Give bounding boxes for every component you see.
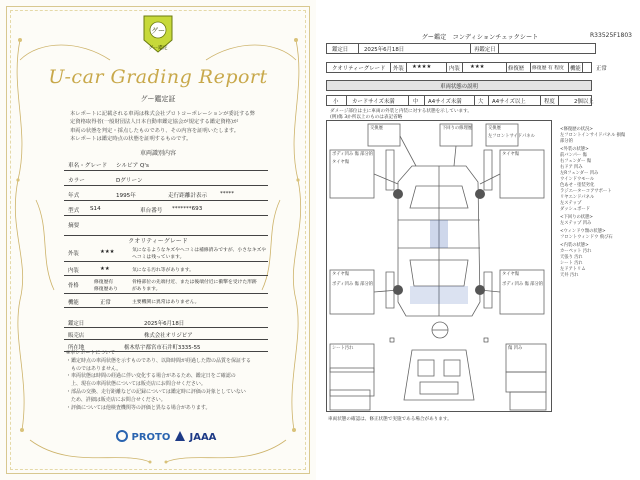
color-value: Dグリーン [116,178,143,184]
grade-row-frame [64,276,268,294]
color-label: カラー [68,178,85,184]
notes-label: 摘要 [68,223,80,229]
size-small: 小 [333,99,339,105]
legend-item: カーペット 汚れ [560,249,592,254]
grade-row-function [64,294,268,308]
diagram-label: 下回りの修理歴 [442,126,473,131]
legend-item: 部分的 [560,139,573,144]
grade-row-exterior [64,244,268,262]
grade-desc: ヘコミは残っています。 [132,255,185,260]
sheet-footer-note: 車両状態の確認は、修正状態で実施である場合があります。 [328,417,452,422]
grade-desc: 骨格部位の先端付近、または後端付近に衝撃を受けた形跡 [132,280,257,285]
type-row [64,201,268,216]
legend-item: ウインドウモール [560,177,594,182]
jaaa-mark-icon [174,430,186,442]
model-row [64,156,268,171]
address-label: 所在地 [68,345,85,351]
note-line: ※本レポートについて [66,350,116,356]
address-value: 栃木県宇都宮市石井町3335-55 [124,345,201,351]
jaaa-logo-text: JAAA [189,432,217,443]
goo-badge-logo [140,14,176,54]
diagram-label: タイヤ傷 [332,160,350,165]
grade-stars: 正常 [100,300,111,306]
grade-row-interior [64,262,268,276]
grade-label: 機能 [68,300,79,306]
intro-line: 本レポートに記載される車両は株式会社プロトコーポレーションが委託する弊 [70,111,255,117]
year-row [64,186,268,201]
vehicle-section-title: 車両識別内容 [139,150,176,157]
date-row [64,316,268,328]
grade-desc: があります。 [132,287,161,292]
legend-item: 左Rフェンダー 凹み [560,171,599,176]
size-large-desc: A4サイズ以上 [492,99,526,105]
note-line: ため、詳細は販売店にお問合せください。 [66,396,166,403]
vehicle-info-table [64,156,268,236]
note-line: 上、現在の車両状態については販売店にお問合せください。 [66,381,206,388]
grade-section-title: クオリティーグレード [128,238,188,245]
legend-item: 右フェンダー 傷 [560,159,592,164]
logos [116,426,226,446]
mileage-value: ***** [220,191,234,197]
grade-table [64,244,268,308]
legend-item: <ウィンドウ類の状態> [560,229,606,234]
diagram-label: 交換歴 [370,126,383,131]
legend-item: ダッシュボード [560,207,590,212]
note-line: ・鑑定時点の車両状態を示すものであり、以降時間が経過した際の品質を保証する [66,357,252,364]
repair-value: 修復歴 有 程度 [532,66,564,71]
grade-stars: ★★★ [100,249,115,255]
mileage-label: 走行距離計表示 [168,193,208,199]
diagram-label: 左フロントサイドパネル [488,134,535,139]
frame-number-value: *******693 [172,206,203,212]
reinspect-label: 再鑑定日 [474,47,496,53]
size-small-desc: カードサイズ未満 [352,99,395,105]
condition-check-sheet [320,0,640,480]
interior-value: ★★★ [470,64,485,70]
grade-stars: ★★ [100,266,110,272]
proto-mark-icon [116,430,128,442]
interior-label: 内装 [449,66,460,72]
size-medium: 中 [413,99,419,105]
proto-logo-text: PROTO [131,432,171,443]
grade-desc: 気になるようなキズやヘコミは補修済みですが、小さなキズや [132,248,267,253]
grade-label: 骨格 [68,283,79,289]
badge-text: グー鑑定 [148,46,168,51]
exterior-value: ★★★★ [412,64,432,70]
shop-label: 販売店 [68,333,85,339]
condition-title: 車両状態の説明 [440,84,478,90]
shop-row [64,328,268,340]
degree-label: 程度 [544,99,555,105]
jaaa-logo [174,430,216,443]
grade-desc: 気になる汚れ等があります。 [132,268,194,273]
svg-text:グー: グー [151,27,165,35]
notes-row [64,216,268,236]
grading-certificate [0,0,316,480]
legend-item: 左ステップ 凹み [560,221,592,226]
certificate-subtitle: グー鑑定証 [140,95,176,103]
note-line: ・評価については他検査機関等の評価と異なる場合があります。 [66,404,211,411]
diagram-label: タイヤ傷 [502,272,520,277]
legend-item: リヤエンドパネル [560,195,595,200]
repair-label: 修復歴 [508,66,525,72]
year-value: 1995年 [116,193,136,199]
note-line: ・車両状態は時間の経過に伴い変化する場合があるため、鑑定日をご確認の [66,373,236,380]
legend-item: 右ドア 凹み [560,165,583,170]
legend-item: 左ステップ [560,201,582,206]
legend-item: <内装の状態> [560,243,589,248]
grade-stars: 修復歴有 [94,280,114,285]
certificate-title: U-car Grading Report [48,66,268,88]
quality-label: クオリティーグレード [332,66,386,72]
type-label: 型式 [68,208,80,214]
legend-item: <修復歴の状況> [560,127,593,132]
proto-logo [116,430,170,443]
intro-line: 定資格取得者(一般財団法人日本自動車鑑定協会が規定する鑑定資格)が [70,119,239,126]
date-value: 2025年6月18日 [144,321,185,327]
function-label: 機能 [570,66,581,72]
year-label: 年式 [68,193,80,199]
sheet-date-value: 2025年6月18日 [364,47,405,53]
diagram-label: ボディ凹み 傷 部分的 [332,282,374,287]
grade-desc: 主要機関に異常はありません。 [132,300,200,305]
degree-value: 2個以上 [574,99,594,105]
diagram-label: 傷 凹み [508,346,523,351]
legend-item: シート 汚れ [560,261,583,266]
legend-item: 左フロントインサイドパネル 損傷 [560,133,626,138]
legend-item: <外装の状態> [560,147,589,152]
certificate-intro [70,110,270,144]
diagram-label: シート汚れ [332,346,354,351]
date-label: 鑑定日 [68,321,85,327]
diagram-label: ボディ凹み 傷 部分的 [502,282,544,287]
intro-line: 本レポートは鑑定時点の状態を証明するものです。 [70,136,192,143]
diagram-label: タイヤ傷 [332,272,350,277]
legend-item: 前バンパー 傷 [560,153,587,158]
size-large: 大 [478,99,484,105]
grade-sub: 修復歴あり [94,287,118,292]
color-row [64,171,268,186]
model-value: シルビア Q's [116,163,149,169]
diagram-label: タイヤ傷 [502,152,520,157]
model-label: 車名・グレード [68,163,108,169]
sheet-date-label: 鑑定日 [332,47,349,53]
car-diagram-svg [326,120,552,412]
legend-item: ラジエーターコアサポート [560,189,612,194]
note-line: ものではありません。 [66,365,122,372]
sheet-code: R33525F1803 [590,32,632,39]
diagram-label: 交換歴 [488,126,501,131]
note-line: ・部品の交換、走行距離などの記録については鑑定時に評価の対象としていない [66,388,246,395]
grade-label: 内装 [68,268,79,274]
condition-note-2: (例)傷 3か所以上のものは表記省略 [330,115,403,120]
diagram-label: ボディ凹み 傷 部分的 [332,152,374,157]
intro-line: 車両の状態を判定・採点したものであり、その内容を証明いたします。 [70,127,240,134]
shop-value: 株式会社オリジピア [144,333,193,339]
legend-item: 左ドアトリム [560,267,586,272]
legend-item: 色あせ・塗装劣化 [560,183,595,188]
grade-label: 外装 [68,251,79,257]
size-medium-desc: A4サイズ未満 [428,99,462,105]
sheet-title: グー鑑定 コンディションチェックシート [421,34,539,41]
legend-item: 天井 汚れ [560,273,579,278]
legend-item: <下回りの状態> [560,215,593,220]
function-value: 正常 [596,66,607,72]
legend-item: 天張り 汚れ [560,255,583,260]
certificate-notes [66,350,276,412]
exterior-label: 外装 [393,66,404,72]
type-value: S14 [90,206,101,212]
frame-number-label: 車台番号 [140,208,163,214]
condition-note-1: ダメージ部位は主に車両の外装と内装に対する状態を示しています。 [330,109,472,114]
legend-item: フロントウィンドウ 飛び石 [560,235,613,240]
dealer-table [64,316,268,352]
